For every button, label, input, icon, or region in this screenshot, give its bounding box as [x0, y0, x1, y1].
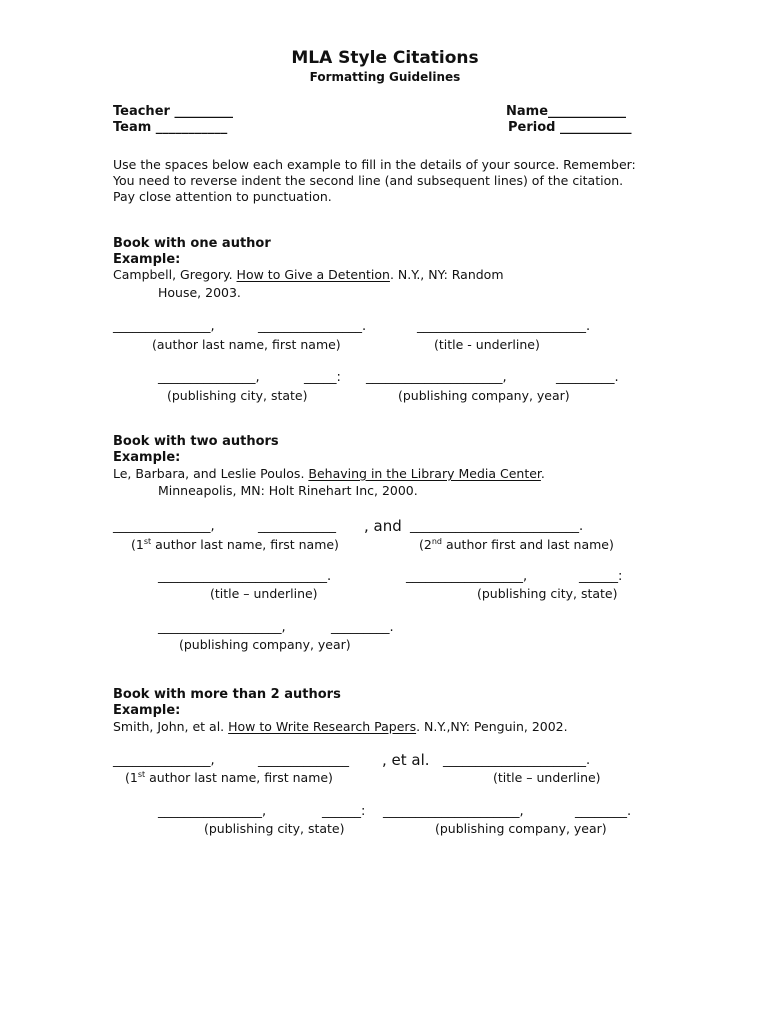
- example-citation-suffix: . N.Y., NY: Random: [389, 267, 504, 282]
- section-heading-more-authors: Book with more than 2 authors: [113, 687, 341, 702]
- example-label: Example:: [113, 252, 181, 267]
- example-citation-title: How to Write Research Papers: [228, 719, 417, 734]
- section-heading-one-author: Book with one author: [113, 236, 271, 251]
- blank-first-author-name[interactable]: _______________,: [113, 519, 215, 534]
- name-field[interactable]: Name____________: [506, 104, 627, 119]
- instructions-line-2: You need to reverse indent the second line (and subsequent lines) of the citation.: [113, 173, 624, 188]
- caption-publishing-company: (publishing company, year): [179, 637, 351, 652]
- example-citation-prefix: Smith, John, et al.: [113, 719, 229, 734]
- caption-title: (title – underline): [493, 770, 601, 785]
- blank-publishing-year[interactable]: _________.: [556, 370, 619, 385]
- blank-publishing-state[interactable]: ______:: [322, 804, 366, 819]
- blank-publishing-city[interactable]: __________________,: [406, 569, 528, 584]
- blank-author-name[interactable]: _______________,: [113, 319, 215, 334]
- example-label: Example:: [113, 703, 181, 718]
- example-citation-title: Behaving in the Library Media Center: [308, 466, 541, 481]
- page-subtitle: Formatting Guidelines: [309, 70, 461, 84]
- example-citation-line-2: House, 2003.: [158, 285, 241, 300]
- blank-publishing-company[interactable]: ___________________,: [158, 620, 286, 635]
- caption-publishing-city: (publishing city, state): [167, 388, 308, 403]
- blank-publishing-city[interactable]: _______________,: [158, 370, 260, 385]
- blank-second-author[interactable]: __________________________.: [410, 519, 584, 534]
- team-field[interactable]: Team ___________: [113, 120, 228, 135]
- caption-title: (title – underline): [210, 586, 318, 601]
- blank-title[interactable]: __________________________.: [158, 569, 332, 584]
- example-citation-line-1: [113, 267, 504, 282]
- caption-publishing-city: (publishing city, state): [477, 586, 618, 601]
- caption-author-name: (author last name, first name): [152, 337, 341, 352]
- blank-first-author-name[interactable]: _______________,: [113, 753, 215, 768]
- blank-author-first[interactable]: ________________.: [258, 319, 367, 334]
- blank-publishing-state[interactable]: ______:: [579, 569, 623, 584]
- caption-first-author: (1st author last name, first name): [131, 536, 339, 552]
- section-heading-two-authors: Book with two authors: [113, 434, 279, 449]
- blank-publishing-city[interactable]: ________________,: [158, 804, 267, 819]
- blank-title[interactable]: ______________________.: [443, 753, 591, 768]
- blank-publishing-year[interactable]: ________.: [575, 804, 632, 819]
- blank-publishing-company[interactable]: _____________________,: [366, 370, 507, 385]
- caption-publishing-city: (publishing city, state): [204, 821, 345, 836]
- example-citation-prefix: Campbell, Gregory.: [113, 267, 237, 282]
- caption-publishing-company: (publishing company, year): [398, 388, 570, 403]
- caption-title: (title - underline): [434, 337, 540, 352]
- example-citation-line-2: Minneapolis, MN: Holt Rinehart Inc, 2000.: [158, 483, 418, 498]
- blank-publishing-year[interactable]: _________.: [331, 620, 394, 635]
- blank-title[interactable]: __________________________.: [417, 319, 591, 334]
- caption-second-author: (2nd author first and last name): [419, 536, 614, 552]
- example-label: Example:: [113, 450, 181, 465]
- example-citation-line-1: [113, 466, 545, 481]
- page-title: MLA Style Citations: [291, 48, 479, 68]
- caption-first-author: (1st author last name, first name): [125, 769, 333, 785]
- example-citation-suffix: . N.Y.,NY: Penguin, 2002.: [416, 719, 568, 734]
- et-al-text: , et al.: [382, 751, 430, 769]
- blank-publishing-company[interactable]: _____________________,: [383, 804, 524, 819]
- caption-publishing-company: (publishing company, year): [435, 821, 607, 836]
- example-citation-line-1: [113, 719, 568, 734]
- blank-first-author-first[interactable]: ____________: [258, 519, 336, 534]
- instructions-line-3: Pay close attention to punctuation.: [113, 189, 332, 204]
- teacher-field[interactable]: Teacher _________: [113, 104, 233, 119]
- blank-publishing-state[interactable]: _____:: [304, 370, 341, 385]
- blank-first-author-first[interactable]: ______________: [258, 753, 349, 768]
- example-citation-title: How to Give a Detention: [236, 267, 390, 282]
- example-citation-prefix: Le, Barbara, and Leslie Poulos.: [113, 466, 309, 481]
- period-field[interactable]: Period ___________: [508, 120, 632, 135]
- and-text: , and: [364, 517, 402, 535]
- example-citation-suffix: .: [540, 466, 545, 481]
- instructions-line-1: Use the spaces below each example to fill in the details of your source. Remember:: [113, 157, 636, 172]
